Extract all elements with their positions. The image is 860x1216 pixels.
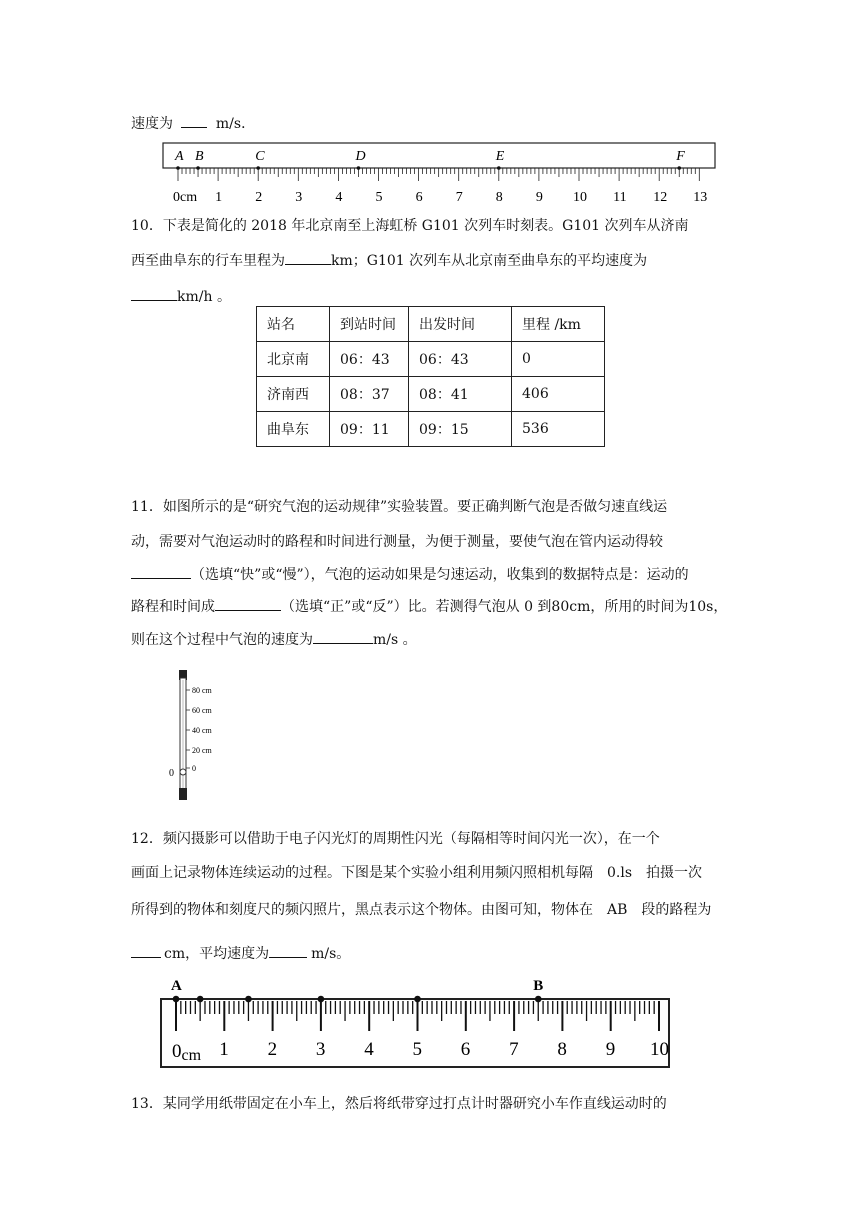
ruler2-dot <box>197 996 204 1003</box>
ruler2-dot <box>173 996 180 1003</box>
ruler1-point-label: A <box>175 149 184 164</box>
ruler1-tick-label: 11 <box>613 190 627 205</box>
ruler1-tick-label: 2 <box>255 190 263 205</box>
q11-line5-part-b: m/s 。 <box>373 632 417 648</box>
table-cell: 09：11 <box>330 412 409 447</box>
ruler1-body <box>163 143 715 168</box>
q9-tail-line <box>131 113 255 133</box>
ruler2-tick-label: 6 <box>460 1039 471 1060</box>
table-cell: 曲阜东 <box>257 412 330 447</box>
ruler2-tick-label: 1 <box>219 1039 229 1060</box>
table-cell: 济南西 <box>257 377 330 412</box>
table-cell: 06：43 <box>409 342 512 377</box>
q11-line4 <box>131 596 727 616</box>
q11-line5 <box>131 629 417 649</box>
q9-prefix: 速度为 <box>131 116 173 132</box>
ruler1-point <box>256 166 260 170</box>
tube-mark-label: 80 cm <box>192 686 212 695</box>
q9-unit: m/s． <box>215 116 256 132</box>
q13-line1: 13．某同学用纸带固定在小车上，然后将纸带穿过打点计时器研究小车作直线运动时的 <box>131 1096 667 1112</box>
ruler1-ticks <box>178 168 699 181</box>
ruler-figure-2 <box>155 975 675 1071</box>
q12-line3: 所得到的物体和刻度尺的频闪照片，黑点表示这个物体。由图可知，物体在 AB 段的路程为 <box>131 902 712 918</box>
ruler2-label-a: A <box>171 978 182 994</box>
table-header-cell: 出发时间 <box>409 307 512 342</box>
timetable <box>256 306 605 447</box>
table-row <box>257 342 605 377</box>
tube-mark-label: 0 <box>192 764 196 773</box>
q10-line1: 10．下表是简化的 2018 年北京南至上海虹桥 G101 次列车时刻表。G101 次列车从济南 <box>131 218 689 234</box>
q12-line4-part-a: cm，平均速度为 <box>164 946 270 962</box>
ruler1-tick-label: 9 <box>535 190 543 205</box>
ruler1-point <box>196 166 200 170</box>
ruler2-dot <box>245 996 252 1003</box>
ruler2-dot <box>414 996 421 1003</box>
ruler1-tick-label: 7 <box>455 190 463 205</box>
ruler-figure-1 <box>160 140 720 206</box>
bubble <box>180 769 186 775</box>
ruler1-tick-label: 10 <box>573 190 587 205</box>
ruler2-tick-label: 4 <box>364 1039 374 1060</box>
table-cell: 06：43 <box>330 342 409 377</box>
q12-line4 <box>131 943 350 963</box>
ruler1-tick-label: 13 <box>693 190 708 205</box>
q11-line4-part-a: 路程和时间成 <box>131 599 215 615</box>
table-header-cell: 站名 <box>257 307 330 342</box>
ruler1-point-label: F <box>676 149 685 164</box>
q12-blank-2 <box>269 943 307 958</box>
q9-blank <box>181 113 207 128</box>
q11-line3 <box>131 564 689 584</box>
q11-blank-3 <box>313 629 373 644</box>
tube-mark-label: 60 cm <box>192 706 212 715</box>
q11-line5-part-a: 则在这个过程中气泡的速度为 <box>131 632 313 648</box>
q12-line1: 12．频闪摄影可以借助于电子闪光灯的周期性闪光（每隔相等时间闪光一次），在一个 <box>131 831 660 847</box>
ruler2-tick-label: 10 <box>650 1039 669 1060</box>
ruler1-point-label: D <box>355 149 366 164</box>
table-cell: 09：15 <box>409 412 512 447</box>
ruler2-label-b: B <box>533 978 544 994</box>
table-cell: 536 <box>512 412 605 447</box>
ruler2-tick-label: 8 <box>557 1039 567 1060</box>
ruler2-tick-label: 9 <box>605 1039 616 1060</box>
ruler1-tick-label: 8 <box>495 190 503 205</box>
table-header-row <box>257 307 605 342</box>
table-cell: 08：37 <box>330 377 409 412</box>
tube-scale <box>186 686 213 773</box>
q10-line3-text: km/h 。 <box>177 289 231 305</box>
ruler1-tick-label: 6 <box>415 190 423 205</box>
tube-bottom-label: 0 <box>169 768 174 779</box>
q12-line2: 画面上记录物体连续运动的过程。下图是某个实验小组利用频闪照相机每隔 0.ls 拍摄一次 <box>131 865 703 881</box>
ruler2-unit: cm <box>181 1047 202 1064</box>
ruler1-point <box>357 166 361 170</box>
ruler2-zero: 0 <box>172 1041 182 1062</box>
ruler1-tick-label: 3 <box>295 190 303 205</box>
q11-line4-part-b: （选填“正”或“反”）比。若测得气泡从 0 到80cm，所用的时间为10s， <box>281 599 728 615</box>
ruler1-tick-labels <box>173 190 707 205</box>
tube-mark-label: 40 cm <box>192 726 212 735</box>
q12-line4-part-b: m/s。 <box>311 946 351 962</box>
table-header-cell: 里程 /km <box>512 307 605 342</box>
ruler1-point-label: B <box>195 149 204 164</box>
ruler1-point <box>497 166 501 170</box>
ruler1-tick-label: 4 <box>335 190 343 205</box>
q11-blank-2 <box>215 596 281 611</box>
table-cell: 08：41 <box>409 377 512 412</box>
ruler2-tick-label: 5 <box>412 1039 422 1060</box>
q11-line3-text: （选填“快”或“慢”），气泡的运动如果是匀速运动，收集到的数据特点是：运动的 <box>191 567 689 583</box>
ruler2-tick-label: 3 <box>315 1039 326 1060</box>
q10-line2-part-b: km；G101 次列车从北京南至曲阜东的平均速度为 <box>331 253 648 269</box>
ruler2-tick-label: 7 <box>509 1039 519 1060</box>
q10-blank-2 <box>131 286 177 301</box>
q10-line3 <box>131 286 231 306</box>
ruler1-point-label: C <box>255 149 265 164</box>
table-row <box>257 412 605 447</box>
q10-line2-part-a: 西至曲阜东的行车里程为 <box>131 253 285 269</box>
q10-blank-1 <box>285 250 331 265</box>
table-cell: 0 <box>512 342 605 377</box>
q12-blank-1 <box>131 943 161 958</box>
ruler1-point <box>176 166 180 170</box>
q11-line1: 11．如图所示的是“研究气泡的运动规律”实验装置。要正确判断气泡是否做匀速直线运 <box>131 499 668 515</box>
table-cell: 北京南 <box>257 342 330 377</box>
tube-mark-label: 20 cm <box>192 746 212 755</box>
bubble-tube-figure <box>165 668 235 802</box>
ruler2-dot <box>318 996 325 1003</box>
q11-line2: 动，需要对气泡运动时的路程和时间进行测量，为便于测量，要使气泡在管内运动得较 <box>131 534 663 550</box>
ruler1-point <box>677 166 681 170</box>
q10-line2 <box>131 250 647 270</box>
table-cell: 406 <box>512 377 605 412</box>
ruler1-point-label: E <box>495 149 505 164</box>
ruler1-tick-label: 0cm <box>173 190 198 205</box>
ruler1-tick-label: 12 <box>653 190 668 205</box>
ruler1-tick-label: 5 <box>375 190 383 205</box>
ruler2-dot <box>535 996 542 1003</box>
q11-blank-1 <box>131 564 191 579</box>
table-row <box>257 377 605 412</box>
table-header-cell: 到站时间 <box>330 307 409 342</box>
tube-cap-bottom <box>179 788 187 800</box>
ruler1-tick-label: 1 <box>215 190 223 205</box>
ruler2-tick-label: 2 <box>267 1039 278 1060</box>
